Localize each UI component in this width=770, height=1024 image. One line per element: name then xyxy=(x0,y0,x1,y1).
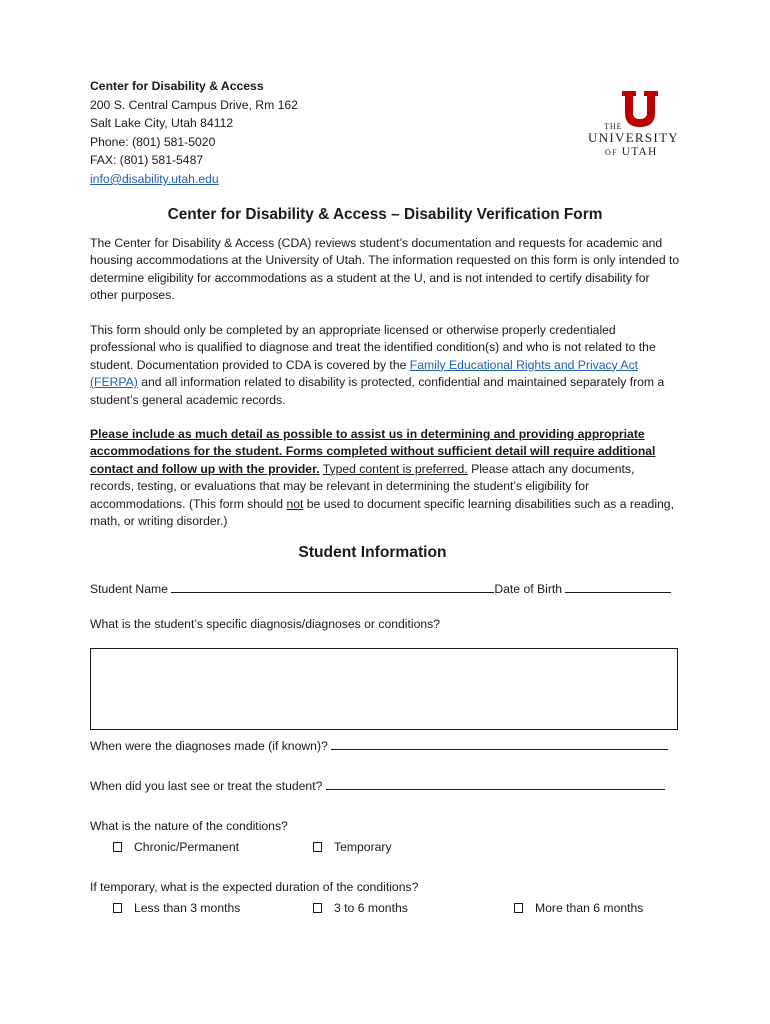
diagnosed-when-label: When were the diagnoses made (if known)? xyxy=(90,739,328,753)
nature-option-label: Chronic/Permanent xyxy=(134,840,239,854)
diagnosed-when-field[interactable] xyxy=(331,737,668,750)
university-logo xyxy=(588,91,683,161)
not-emphasis: not xyxy=(286,496,304,511)
typed-preferred: Typed content is preferred. xyxy=(322,461,468,476)
last-seen-label: When did you last see or treat the student? xyxy=(90,779,323,793)
intro-paragraph-1: The Center for Disability & Access (CDA) reviews student’s documentation and requests for academic and housing accommodations at the University of Utah. The information requested on this form is only intended to determine eligibility for accommodations as a student at the U, and is not intended to certify disability for other purposes. xyxy=(90,236,680,303)
fax-line: FAX: (801) 581-5487 xyxy=(90,153,204,168)
duration-option-label: Less than 3 months xyxy=(134,901,241,915)
instructions-middle: Please attach any documents, records, testing, or evaluations that may be relevant in determining the student’s eligibility for accommodations. (This form should xyxy=(90,461,635,511)
nature-option-temporary[interactable] xyxy=(313,838,392,856)
logo-university: UNIVERSITY xyxy=(588,130,679,145)
student-name-label: Student Name xyxy=(90,582,168,596)
ferpa-link[interactable]: Family Educational Rights and Privacy Act (FERPA) xyxy=(90,357,639,390)
logo-of-utah xyxy=(605,144,658,161)
duration-question: If temporary, what is the expected duration of the conditions? xyxy=(90,880,419,894)
instructions-bold: Please include as much detail as possible to assist us in determining and providing appropriate accommodations for the student. Forms completed without sufficient detail will require additional contact and follow up with the provider. xyxy=(90,427,656,476)
city-line: Salt Lake City, Utah 84112 xyxy=(90,116,234,131)
email-link[interactable]: info@disability.utah.edu xyxy=(90,171,219,186)
phone-line: Phone: (801) 581-5020 xyxy=(90,134,216,149)
duration-option-gt6[interactable] xyxy=(514,899,643,917)
logo-of: OF xyxy=(605,148,618,157)
contact-block xyxy=(90,77,298,189)
diagnosed-when-row xyxy=(90,737,680,755)
duration-option-lt3[interactable] xyxy=(113,899,240,917)
checkbox-icon[interactable] xyxy=(113,903,122,913)
checkbox-icon[interactable] xyxy=(113,842,122,852)
nature-question: What is the nature of the conditions? xyxy=(90,819,288,833)
student-name-row xyxy=(90,580,680,598)
checkbox-icon[interactable] xyxy=(514,903,523,913)
form-title: Center for Disability & Access – Disability Verification Form xyxy=(167,206,603,223)
dob-field[interactable] xyxy=(565,580,671,593)
intro-paragraph-2 xyxy=(90,322,680,409)
block-u-icon xyxy=(621,91,659,127)
duration-option-label: More than 6 months xyxy=(535,901,644,915)
nature-option-label: Temporary xyxy=(334,840,392,854)
instructions-paragraph xyxy=(90,426,680,530)
dob-label: Date of Birth xyxy=(494,582,563,596)
ferpa-text-before: This form should only be completed by an appropriate licensed or otherwise properly credentialed professional who is qualified to diagnose and treat the identified condition(s) and who is not related to the student. Documentation provided to CDA is covered by the xyxy=(90,323,656,372)
diagnosis-answer-box[interactable] xyxy=(90,648,678,730)
address-line: 200 S. Central Campus Drive, Rm 162 xyxy=(90,97,298,112)
checkbox-icon[interactable] xyxy=(313,842,322,852)
checkbox-icon[interactable] xyxy=(313,903,322,913)
diagnosis-question: What is the student’s specific diagnosis/diagnoses or conditions? xyxy=(90,617,441,631)
instructions-end: be used to document specific learning disabilities such as a reading, math, or writing disorder.) xyxy=(90,496,674,529)
logo-utah: UTAH xyxy=(621,146,658,158)
org-name: Center for Disability & Access xyxy=(90,79,264,93)
last-seen-field[interactable] xyxy=(326,777,665,790)
student-info-heading: Student Information xyxy=(298,544,447,561)
duration-option-label: 3 to 6 months xyxy=(334,901,408,915)
logo-the: THE xyxy=(604,122,623,131)
last-seen-row xyxy=(90,777,680,795)
student-name-field[interactable] xyxy=(171,580,494,593)
duration-option-3to6[interactable] xyxy=(313,899,408,917)
ferpa-text-after: and all information related to disability is protected, confidential and maintained separately from a student’s general academic records. xyxy=(90,375,665,407)
nature-option-chronic[interactable] xyxy=(113,838,239,856)
